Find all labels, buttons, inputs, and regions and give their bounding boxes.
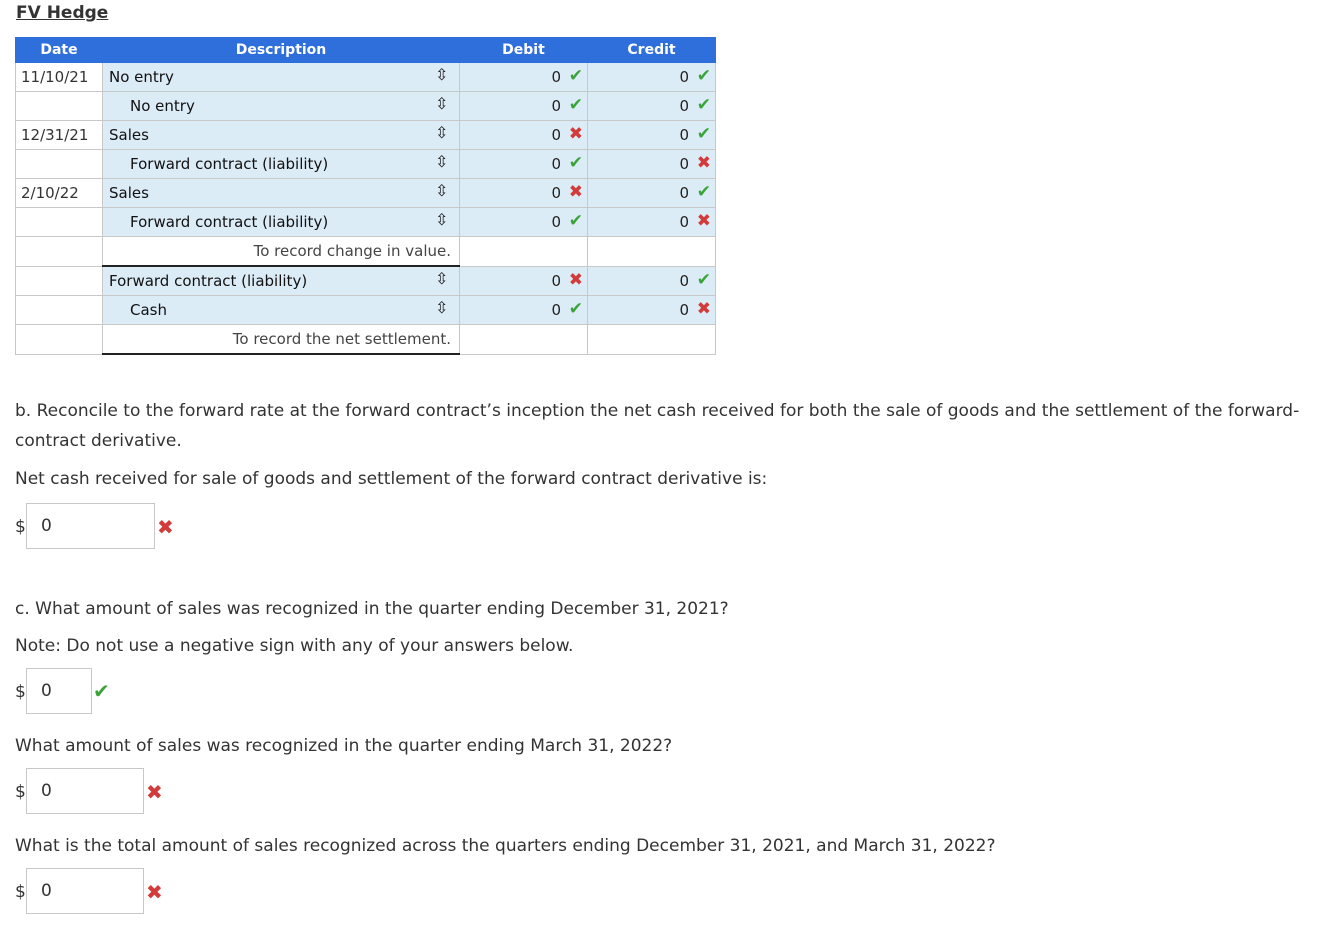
date-cell bbox=[16, 92, 103, 121]
debit-empty-cell bbox=[460, 237, 588, 267]
debit-value: 0 bbox=[551, 271, 561, 290]
credit-value: 0 bbox=[679, 213, 689, 231]
date-cell: 2/10/22 bbox=[16, 179, 103, 208]
account-select[interactable] bbox=[103, 121, 460, 150]
table-row bbox=[16, 92, 716, 121]
header-debit: Debit bbox=[460, 38, 588, 63]
debit-value: 0 bbox=[551, 155, 561, 173]
debit-value: 0 bbox=[551, 68, 561, 86]
debit-input[interactable] bbox=[460, 63, 588, 92]
net-cash-input[interactable]: 0 bbox=[26, 503, 155, 549]
cross-icon: ✖ bbox=[696, 211, 711, 231]
date-cell bbox=[16, 237, 103, 267]
table-row bbox=[16, 266, 716, 296]
table-row bbox=[16, 150, 716, 179]
debit-input[interactable] bbox=[460, 121, 588, 150]
account-select[interactable] bbox=[103, 296, 460, 325]
credit-value: 0 bbox=[679, 184, 689, 202]
date-cell bbox=[16, 325, 103, 355]
credit-input[interactable] bbox=[588, 121, 716, 150]
table-row bbox=[16, 237, 716, 267]
currency-symbol: $ bbox=[15, 782, 26, 802]
up-down-arrows-icon[interactable]: ⇳ bbox=[435, 298, 449, 317]
header-date: Date bbox=[16, 38, 103, 63]
cross-icon: ✖ bbox=[568, 269, 583, 290]
cross-icon: ✖ bbox=[696, 153, 711, 173]
account-name: Forward contract (liability) bbox=[109, 272, 308, 290]
credit-value: 0 bbox=[679, 271, 689, 290]
table-row bbox=[16, 208, 716, 237]
check-icon: ✔ bbox=[696, 269, 711, 290]
cross-icon: ✖ bbox=[146, 780, 163, 804]
debit-input[interactable] bbox=[460, 266, 588, 296]
credit-input[interactable] bbox=[588, 150, 716, 179]
currency-symbol: $ bbox=[15, 517, 26, 537]
debit-value: 0 bbox=[551, 126, 561, 144]
currency-symbol: $ bbox=[15, 682, 26, 702]
account-select[interactable] bbox=[103, 63, 460, 92]
date-cell: 11/10/21 bbox=[16, 63, 103, 92]
date-cell: 12/31/21 bbox=[16, 121, 103, 150]
journal-entry-table bbox=[15, 37, 716, 355]
cross-icon: ✖ bbox=[696, 299, 711, 319]
date-cell bbox=[16, 296, 103, 325]
credit-value: 0 bbox=[679, 155, 689, 173]
credit-value: 0 bbox=[679, 126, 689, 144]
credit-input[interactable] bbox=[588, 266, 716, 296]
debit-input[interactable] bbox=[460, 150, 588, 179]
currency-symbol: $ bbox=[15, 882, 26, 902]
check-icon: ✔ bbox=[696, 95, 711, 115]
credit-input[interactable] bbox=[588, 179, 716, 208]
table-row bbox=[16, 325, 716, 355]
debit-empty-cell bbox=[460, 325, 588, 355]
entry-note-cell bbox=[103, 325, 460, 355]
check-icon: ✔ bbox=[568, 66, 583, 86]
up-down-arrows-icon[interactable]: ⇳ bbox=[435, 123, 449, 142]
check-icon: ✔ bbox=[696, 66, 711, 86]
credit-input[interactable] bbox=[588, 296, 716, 325]
debit-input[interactable] bbox=[460, 92, 588, 121]
account-name: Cash bbox=[130, 301, 167, 319]
check-icon: ✔ bbox=[93, 679, 110, 703]
account-name: Sales bbox=[109, 184, 149, 202]
credit-value: 0 bbox=[679, 301, 689, 319]
sales-q1-2022-input[interactable]: 0 bbox=[26, 768, 144, 814]
credit-empty-cell bbox=[588, 325, 716, 355]
up-down-arrows-icon[interactable]: ⇳ bbox=[435, 152, 449, 171]
check-icon: ✔ bbox=[568, 299, 583, 319]
date-cell bbox=[16, 266, 103, 296]
debit-value: 0 bbox=[551, 97, 561, 115]
debit-value: 0 bbox=[551, 184, 561, 202]
table-row bbox=[16, 296, 716, 325]
account-name: Sales bbox=[109, 126, 149, 144]
table-row bbox=[16, 63, 716, 92]
debit-value: 0 bbox=[551, 301, 561, 319]
up-down-arrows-icon[interactable]: ⇳ bbox=[435, 269, 449, 288]
table-row bbox=[16, 179, 716, 208]
account-select[interactable] bbox=[103, 150, 460, 179]
check-icon: ✔ bbox=[568, 95, 583, 115]
cross-icon: ✖ bbox=[568, 124, 583, 144]
credit-value: 0 bbox=[679, 68, 689, 86]
up-down-arrows-icon[interactable]: ⇳ bbox=[435, 181, 449, 200]
credit-input[interactable] bbox=[588, 208, 716, 237]
debit-value: 0 bbox=[551, 213, 561, 231]
entry-note-cell bbox=[103, 237, 460, 267]
debit-input[interactable] bbox=[460, 179, 588, 208]
debit-input[interactable] bbox=[460, 208, 588, 237]
account-select[interactable] bbox=[103, 208, 460, 237]
sales-q4-2021-input[interactable]: 0 bbox=[26, 668, 92, 714]
entry-note: To record change in value. bbox=[253, 242, 451, 260]
credit-input[interactable] bbox=[588, 63, 716, 92]
up-down-arrows-icon[interactable]: ⇳ bbox=[435, 65, 449, 84]
date-cell bbox=[16, 150, 103, 179]
page-title: FV Hedge bbox=[16, 3, 109, 23]
question-b: b. Reconcile to the forward rate at the forward contract’s inception the net cash received for both the sale of goods and the settlement of the forward-contract derivative. bbox=[15, 401, 1300, 451]
check-icon: ✔ bbox=[696, 182, 711, 202]
credit-value: 0 bbox=[679, 97, 689, 115]
cross-icon: ✖ bbox=[146, 880, 163, 904]
credit-empty-cell bbox=[588, 237, 716, 267]
check-icon: ✔ bbox=[696, 124, 711, 144]
check-icon: ✔ bbox=[568, 153, 583, 173]
account-name: Forward contract (liability) bbox=[130, 155, 329, 173]
up-down-arrows-icon[interactable]: ⇳ bbox=[435, 210, 449, 229]
debit-input[interactable] bbox=[460, 296, 588, 325]
header-credit: Credit bbox=[588, 38, 716, 63]
credit-input[interactable] bbox=[588, 92, 716, 121]
entry-note: To record the net settlement. bbox=[232, 330, 451, 348]
total-sales-input[interactable]: 0 bbox=[26, 868, 144, 914]
account-name: No entry bbox=[109, 68, 174, 86]
check-icon: ✔ bbox=[568, 211, 583, 231]
question-c-note: Note: Do not use a negative sign with any of your answers below. bbox=[15, 636, 574, 656]
date-cell bbox=[16, 208, 103, 237]
question-c3: What is the total amount of sales recognized across the quarters ending December 31, 2021, and March 31, 2022? bbox=[15, 836, 996, 856]
cross-icon: ✖ bbox=[157, 515, 174, 539]
question-c: c. What amount of sales was recognized in the quarter ending December 31, 2021? bbox=[15, 599, 729, 619]
account-select[interactable] bbox=[103, 266, 460, 296]
question-c2: What amount of sales was recognized in the quarter ending March 31, 2022? bbox=[15, 736, 673, 756]
table-row bbox=[16, 121, 716, 150]
header-description: Description bbox=[103, 38, 460, 63]
question-b-prompt: Net cash received for sale of goods and settlement of the forward contract derivative is: bbox=[15, 469, 768, 489]
account-select[interactable] bbox=[103, 92, 460, 121]
account-select[interactable] bbox=[103, 179, 460, 208]
cross-icon: ✖ bbox=[568, 182, 583, 202]
up-down-arrows-icon[interactable]: ⇳ bbox=[435, 94, 449, 113]
account-name: Forward contract (liability) bbox=[130, 213, 329, 231]
account-name: No entry bbox=[130, 97, 195, 115]
table-header-row bbox=[16, 38, 716, 63]
